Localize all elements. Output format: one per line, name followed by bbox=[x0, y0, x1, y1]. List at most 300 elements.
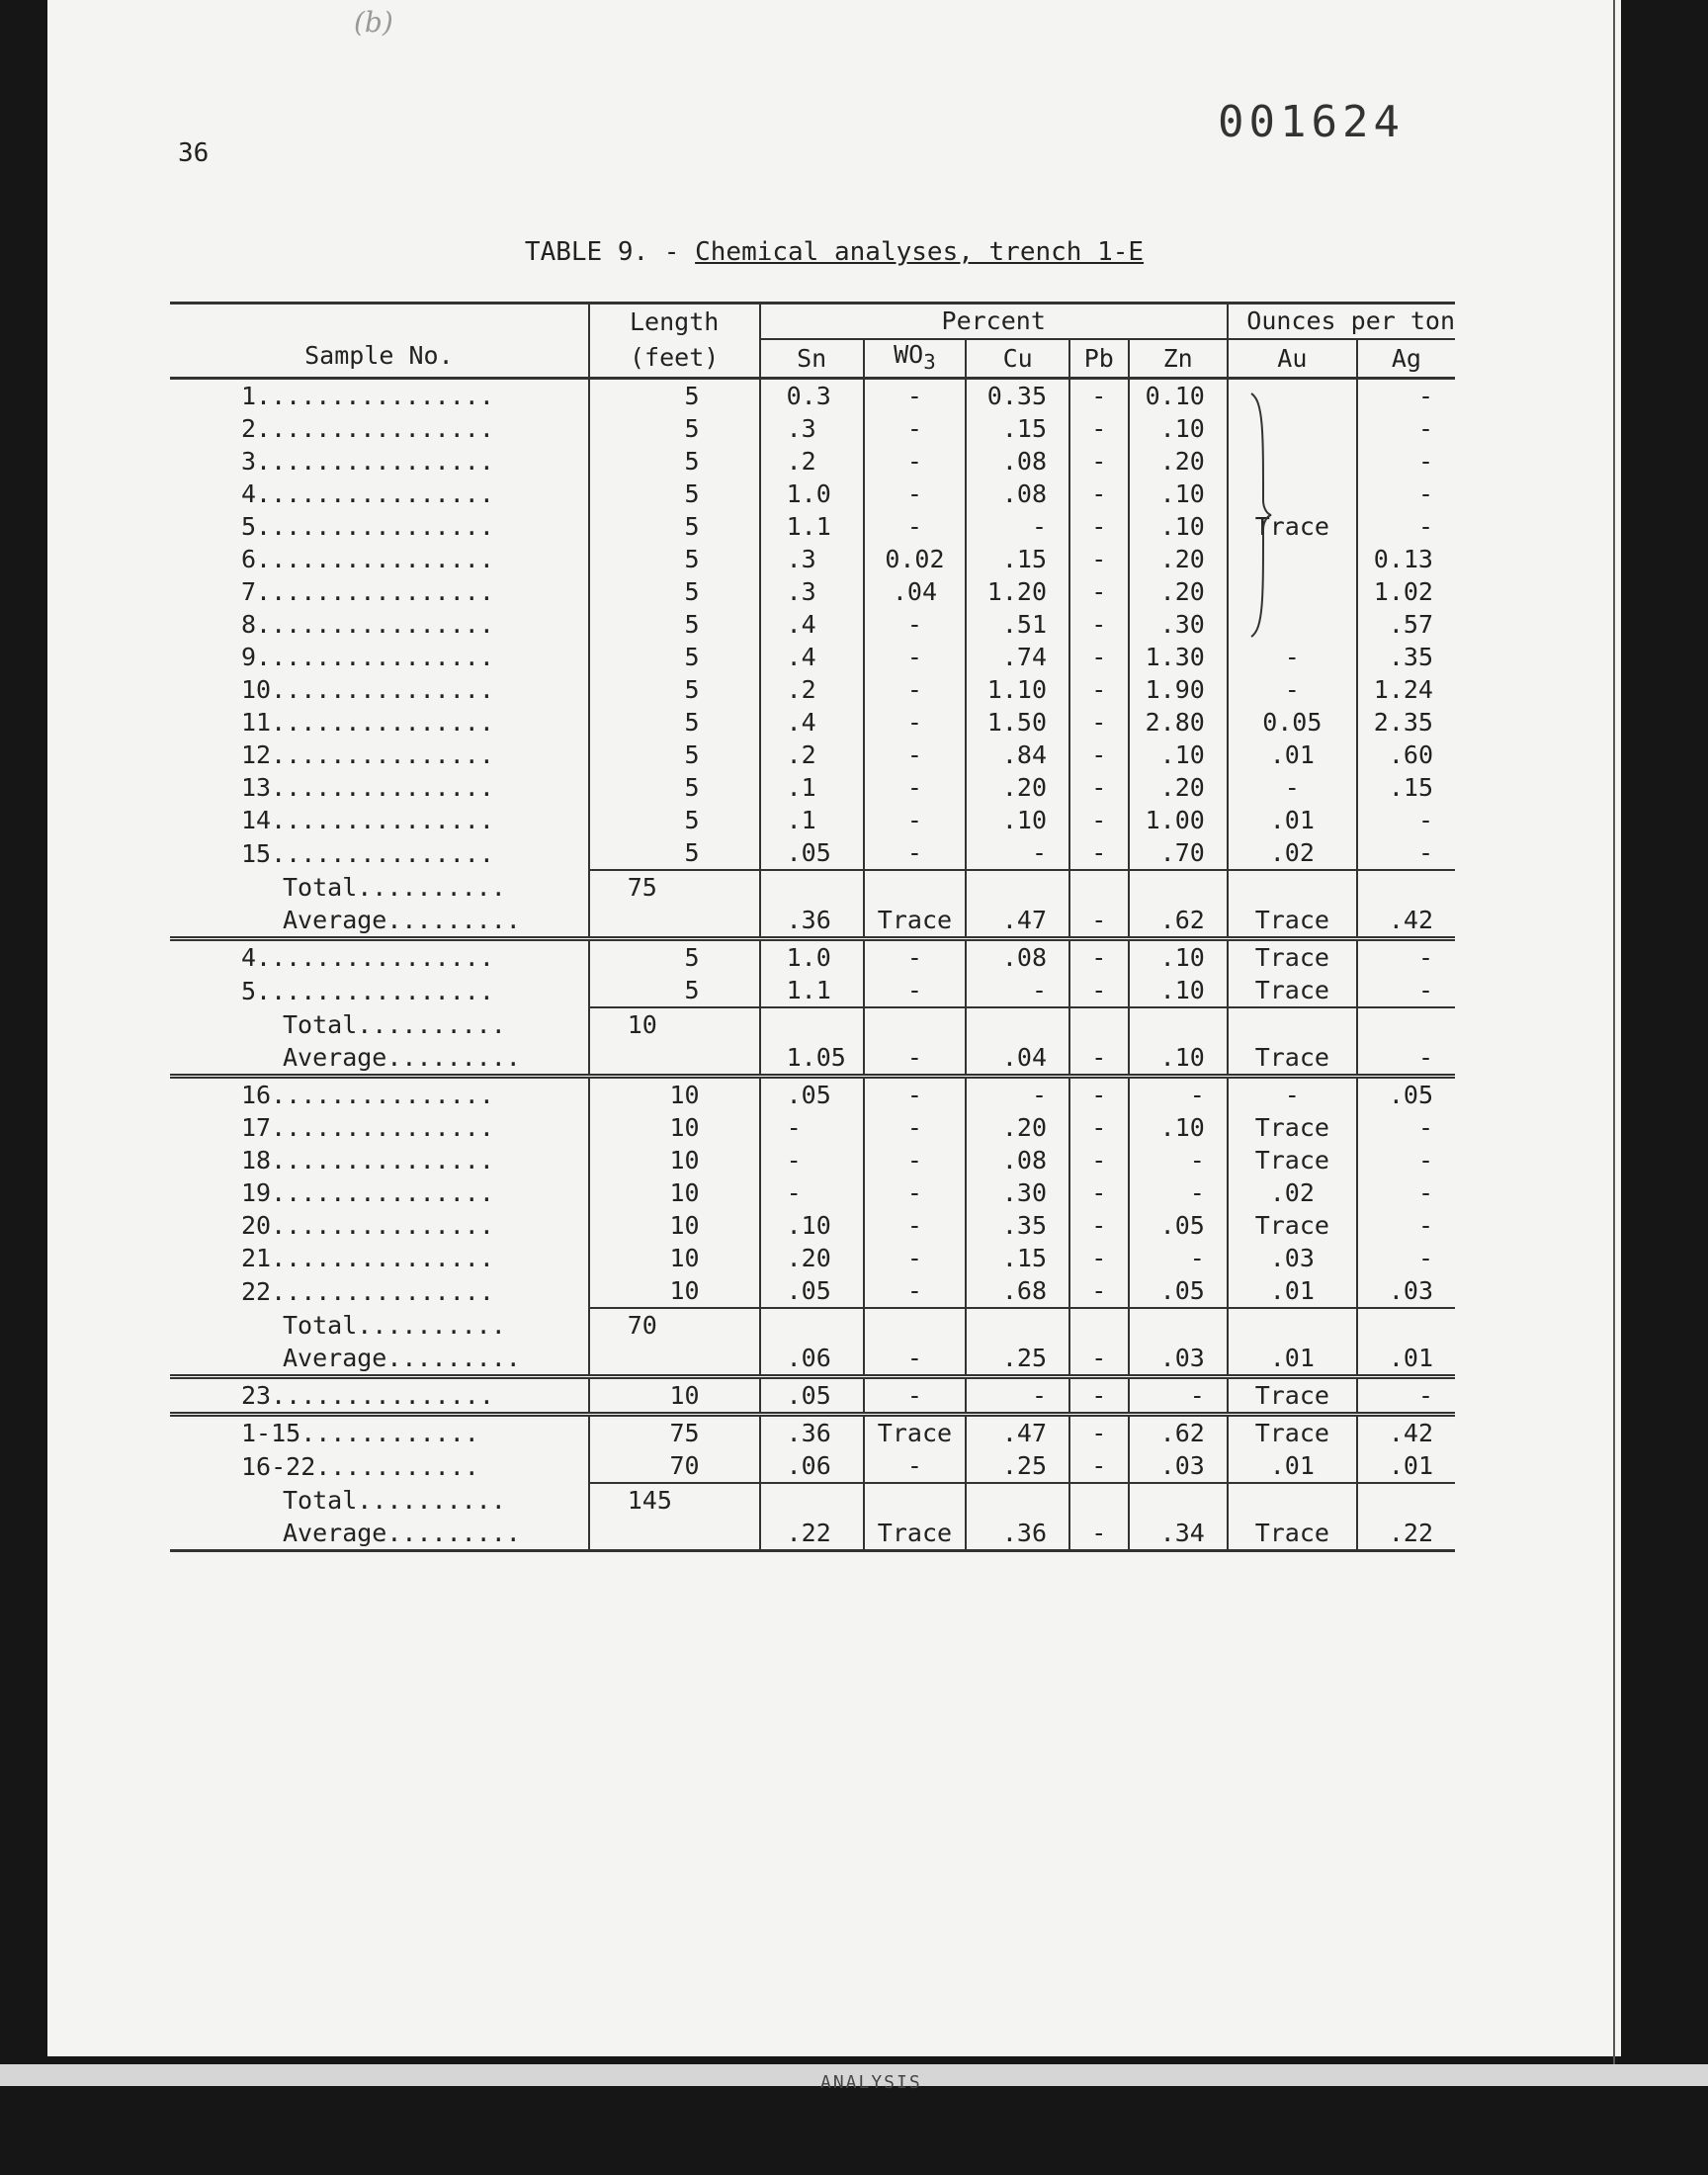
average-row bbox=[170, 1342, 1455, 1377]
cell-au: .01 bbox=[1228, 739, 1357, 771]
cell-zn: - bbox=[1129, 1077, 1228, 1112]
cell-wo3: - bbox=[864, 804, 967, 836]
cell-au: Trace bbox=[1228, 1377, 1357, 1415]
average-zn: .03 bbox=[1129, 1342, 1228, 1377]
average-wo3: - bbox=[864, 1342, 967, 1377]
average-wo3: Trace bbox=[864, 1517, 967, 1551]
cell-cu: .08 bbox=[966, 939, 1069, 975]
cell-ag: - bbox=[1357, 804, 1455, 836]
header-length-unit: (feet) bbox=[589, 339, 760, 379]
cell-sample: 4................ bbox=[241, 479, 494, 508]
cell-ag: - bbox=[1357, 974, 1455, 1007]
header-ounces-per-ton: Ounces per ton bbox=[1228, 304, 1455, 340]
cell-cu: .08 bbox=[966, 445, 1069, 478]
table-row bbox=[170, 1077, 1455, 1112]
header-zn: Zn bbox=[1129, 339, 1228, 379]
average-cu: .36 bbox=[966, 1517, 1069, 1551]
cell-sample: 18............... bbox=[241, 1146, 494, 1174]
cell-ag: .03 bbox=[1357, 1274, 1455, 1308]
average-zn: .62 bbox=[1129, 904, 1228, 939]
cell-pb: - bbox=[1069, 1077, 1129, 1112]
cell-ag: - bbox=[1357, 836, 1455, 870]
total-label: Total.......... bbox=[283, 1485, 506, 1515]
cell-sample: 21............... bbox=[241, 1244, 494, 1272]
cell-au bbox=[1228, 379, 1357, 413]
cell-pb: - bbox=[1069, 1274, 1129, 1308]
cell-ag: - bbox=[1357, 510, 1455, 543]
cell-sn: - bbox=[760, 1111, 864, 1144]
cell-length: 5 bbox=[589, 771, 760, 804]
cell-zn: - bbox=[1129, 1176, 1228, 1209]
cell-wo3: - bbox=[864, 379, 967, 413]
cell-length: 5 bbox=[589, 673, 760, 706]
cell-ag: - bbox=[1357, 478, 1455, 510]
cell-sn: .3 bbox=[760, 543, 864, 575]
cell-pb: - bbox=[1069, 673, 1129, 706]
total-row bbox=[170, 1308, 1455, 1342]
average-label: Average......... bbox=[283, 1344, 521, 1372]
header-percent: Percent bbox=[760, 304, 1228, 340]
table-row bbox=[170, 1209, 1455, 1242]
cell-sample: 1................ bbox=[241, 382, 494, 410]
cell-ag: .57 bbox=[1357, 608, 1455, 641]
cell-au: - bbox=[1228, 771, 1357, 804]
cell-zn: 0.10 bbox=[1129, 379, 1228, 413]
table-row bbox=[170, 1377, 1455, 1415]
header-sn: Sn bbox=[760, 339, 864, 379]
cell-ag: - bbox=[1357, 412, 1455, 445]
cell-wo3: - bbox=[864, 1077, 967, 1112]
cell-zn: .10 bbox=[1129, 510, 1228, 543]
average-au: .01 bbox=[1228, 1342, 1357, 1377]
cell-sn: 0.3 bbox=[760, 379, 864, 413]
cell-wo3: - bbox=[864, 1242, 967, 1274]
cell-zn: - bbox=[1129, 1144, 1228, 1176]
table-row bbox=[170, 641, 1455, 673]
total-row bbox=[170, 870, 1455, 904]
average-au: Trace bbox=[1228, 1041, 1357, 1077]
cell-cu: 1.20 bbox=[966, 575, 1069, 608]
cell-zn: .10 bbox=[1129, 1111, 1228, 1144]
cell-sample: 8................ bbox=[241, 610, 494, 639]
cell-sn: .2 bbox=[760, 739, 864, 771]
cell-sn: .2 bbox=[760, 673, 864, 706]
scan-edge-line bbox=[1613, 0, 1615, 2066]
cell-au bbox=[1228, 478, 1357, 510]
average-ag: .22 bbox=[1357, 1517, 1455, 1551]
cell-au bbox=[1228, 445, 1357, 478]
total-label: Total.......... bbox=[283, 1009, 506, 1039]
cell-wo3: - bbox=[864, 1144, 967, 1176]
summary-row bbox=[170, 1415, 1455, 1450]
cell-au: .01 bbox=[1228, 804, 1357, 836]
cell-length: 5 bbox=[589, 445, 760, 478]
cell-au: Trace bbox=[1228, 1111, 1357, 1144]
average-cu: .04 bbox=[966, 1041, 1069, 1077]
cell-au-bracketed-trace: Trace bbox=[1228, 510, 1357, 543]
cell-length: 5 bbox=[589, 510, 760, 543]
cell-cu: - bbox=[966, 836, 1069, 870]
cell-sn: .4 bbox=[760, 608, 864, 641]
cell-au: - bbox=[1228, 673, 1357, 706]
cell-ag: 2.35 bbox=[1357, 706, 1455, 739]
cell-ag: .60 bbox=[1357, 739, 1455, 771]
average-cu: .25 bbox=[966, 1342, 1069, 1377]
cell-length: 5 bbox=[589, 939, 760, 975]
header-length-line1: Length bbox=[630, 306, 720, 336]
cell-sample: 14............... bbox=[241, 806, 494, 834]
cell-pb: - bbox=[1069, 543, 1129, 575]
caption-prefix: TABLE 9. - bbox=[524, 237, 696, 267]
cell-sample: 7................ bbox=[241, 577, 494, 606]
cell-cu: .84 bbox=[966, 739, 1069, 771]
cell-pb: - bbox=[1069, 1111, 1129, 1144]
cell-pb: - bbox=[1069, 1209, 1129, 1242]
cell-zn: 2.80 bbox=[1129, 706, 1228, 739]
cell-sample: 6................ bbox=[241, 545, 494, 573]
total-label: Total.......... bbox=[283, 1310, 506, 1340]
cell-sample: 23............... bbox=[170, 1377, 589, 1415]
cell-sn: .05 bbox=[760, 1077, 864, 1112]
cell-length: 10 bbox=[589, 1242, 760, 1274]
cell-wo3: - bbox=[864, 939, 967, 975]
cell-sample: 2................ bbox=[241, 414, 494, 443]
total-length: 75 bbox=[589, 870, 760, 904]
cell-zn: .05 bbox=[1129, 1274, 1228, 1308]
cell-length: 5 bbox=[589, 804, 760, 836]
cell-wo3: - bbox=[864, 1449, 967, 1483]
cell-ag: - bbox=[1357, 445, 1455, 478]
cell-cu: 1.10 bbox=[966, 673, 1069, 706]
total-length: 70 bbox=[589, 1308, 760, 1342]
cell-sample: 11............... bbox=[241, 708, 494, 737]
cell-sn: .4 bbox=[760, 706, 864, 739]
cell-cu: .25 bbox=[966, 1449, 1069, 1483]
cell-sn: .05 bbox=[760, 1377, 864, 1415]
cell-sn: .3 bbox=[760, 575, 864, 608]
cell-sample: 15............... bbox=[241, 838, 494, 868]
cell-au: Trace bbox=[1228, 939, 1357, 975]
average-row bbox=[170, 1517, 1455, 1551]
average-ag: .42 bbox=[1357, 904, 1455, 939]
cell-pb: - bbox=[1069, 804, 1129, 836]
cell-sn: .10 bbox=[760, 1209, 864, 1242]
cell-sample: 5................ bbox=[241, 512, 494, 541]
cell-au: .02 bbox=[1228, 836, 1357, 870]
cell-pb: - bbox=[1069, 510, 1129, 543]
cell-pb: - bbox=[1069, 1415, 1129, 1450]
cell-sn: .1 bbox=[760, 804, 864, 836]
total-length: 10 bbox=[589, 1007, 760, 1041]
cell-wo3: - bbox=[864, 1377, 967, 1415]
cell-sn: - bbox=[760, 1176, 864, 1209]
cell-sample: 19............... bbox=[241, 1178, 494, 1207]
cell-ag: .01 bbox=[1357, 1449, 1455, 1483]
cell-length: 10 bbox=[589, 1209, 760, 1242]
cell-zn: .10 bbox=[1129, 412, 1228, 445]
scan-strip-text: ANALYSIS bbox=[820, 2072, 922, 2093]
summary-row bbox=[170, 1449, 1455, 1483]
cell-wo3: - bbox=[864, 771, 967, 804]
cell-cu: - bbox=[966, 974, 1069, 1007]
cell-ag: - bbox=[1357, 939, 1455, 975]
cell-wo3: - bbox=[864, 673, 967, 706]
total-length: 145 bbox=[589, 1483, 760, 1517]
cell-au bbox=[1228, 608, 1357, 641]
cell-zn: 1.90 bbox=[1129, 673, 1228, 706]
cell-sample: 4................ bbox=[170, 939, 589, 975]
cell-length: 5 bbox=[589, 412, 760, 445]
cell-zn: - bbox=[1129, 1242, 1228, 1274]
cell-zn: .10 bbox=[1129, 739, 1228, 771]
table-row bbox=[170, 939, 1455, 975]
cell-ag: 1.02 bbox=[1357, 575, 1455, 608]
cell-sample: 12............... bbox=[241, 740, 494, 769]
cell-cu: - bbox=[966, 1377, 1069, 1415]
cell-sn: 1.1 bbox=[760, 510, 864, 543]
cell-cu: .10 bbox=[966, 804, 1069, 836]
cell-cu: .15 bbox=[966, 543, 1069, 575]
cell-cu: 0.35 bbox=[966, 379, 1069, 413]
cell-wo3: - bbox=[864, 1209, 967, 1242]
cell-ag: - bbox=[1357, 1209, 1455, 1242]
header-sample-no: Sample No. bbox=[170, 304, 589, 379]
cell-sample: 16-22........... bbox=[241, 1451, 479, 1481]
header-length bbox=[589, 304, 760, 340]
cell-pb: - bbox=[1069, 739, 1129, 771]
cell-wo3: - bbox=[864, 641, 967, 673]
cell-cu: - bbox=[966, 1077, 1069, 1112]
cell-pb: - bbox=[1069, 836, 1129, 870]
total-label: Total.......... bbox=[283, 872, 506, 902]
cell-sample: 1-15............ bbox=[170, 1415, 589, 1450]
cell-wo3: - bbox=[864, 706, 967, 739]
cell-length: 75 bbox=[589, 1415, 760, 1450]
header-wo3 bbox=[864, 339, 967, 379]
average-cu: .47 bbox=[966, 904, 1069, 939]
cell-ag: - bbox=[1357, 1377, 1455, 1415]
cell-wo3: - bbox=[864, 974, 967, 1007]
cell-pb: - bbox=[1069, 1144, 1129, 1176]
cell-length: 5 bbox=[589, 739, 760, 771]
header-au: Au bbox=[1228, 339, 1357, 379]
cell-zn: 1.30 bbox=[1129, 641, 1228, 673]
cell-au bbox=[1228, 412, 1357, 445]
handwritten-scribble: (b) bbox=[354, 6, 393, 39]
cell-au: .03 bbox=[1228, 1242, 1357, 1274]
cell-cu: .15 bbox=[966, 1242, 1069, 1274]
table-row bbox=[170, 739, 1455, 771]
cell-wo3: - bbox=[864, 608, 967, 641]
cell-pb: - bbox=[1069, 379, 1129, 413]
total-row bbox=[170, 1007, 1455, 1041]
header-row-1 bbox=[170, 304, 1455, 340]
average-ag: - bbox=[1357, 1041, 1455, 1077]
cell-length: 5 bbox=[589, 706, 760, 739]
cell-ag: - bbox=[1357, 1111, 1455, 1144]
cell-sample: 9................ bbox=[241, 643, 494, 671]
cell-zn: .20 bbox=[1129, 543, 1228, 575]
cell-length: 10 bbox=[589, 1176, 760, 1209]
cell-au: .01 bbox=[1228, 1274, 1357, 1308]
table-row bbox=[170, 804, 1455, 836]
cell-ag: 1.24 bbox=[1357, 673, 1455, 706]
document-stamp-number: 001624 bbox=[1218, 97, 1405, 147]
cell-cu: .30 bbox=[966, 1176, 1069, 1209]
cell-length: 5 bbox=[589, 543, 760, 575]
cell-pb: - bbox=[1069, 1242, 1129, 1274]
cell-pb: - bbox=[1069, 412, 1129, 445]
cell-length: 5 bbox=[589, 641, 760, 673]
cell-cu: .20 bbox=[966, 1111, 1069, 1144]
cell-ag: .35 bbox=[1357, 641, 1455, 673]
cell-cu: .15 bbox=[966, 412, 1069, 445]
cell-cu: .08 bbox=[966, 478, 1069, 510]
cell-au: Trace bbox=[1228, 1209, 1357, 1242]
average-row bbox=[170, 904, 1455, 939]
cell-zn: 1.00 bbox=[1129, 804, 1228, 836]
document-page bbox=[47, 0, 1621, 2056]
cell-ag: - bbox=[1357, 1242, 1455, 1274]
cell-cu: - bbox=[966, 510, 1069, 543]
cell-zn: .30 bbox=[1129, 608, 1228, 641]
cell-cu: .20 bbox=[966, 771, 1069, 804]
total-row bbox=[170, 1483, 1455, 1517]
cell-zn: .10 bbox=[1129, 478, 1228, 510]
cell-ag: .15 bbox=[1357, 771, 1455, 804]
cell-pb: - bbox=[1069, 575, 1129, 608]
cell-pb: - bbox=[1069, 1449, 1129, 1483]
cell-cu: .74 bbox=[966, 641, 1069, 673]
cell-length: 5 bbox=[589, 974, 760, 1007]
cell-ag: - bbox=[1357, 1176, 1455, 1209]
cell-au: .01 bbox=[1228, 1449, 1357, 1483]
average-au: Trace bbox=[1228, 1517, 1357, 1551]
table-row bbox=[170, 706, 1455, 739]
cell-pb: - bbox=[1069, 478, 1129, 510]
cell-sn: .1 bbox=[760, 771, 864, 804]
cell-cu: .35 bbox=[966, 1209, 1069, 1242]
cell-pb: - bbox=[1069, 706, 1129, 739]
cell-sample: 17............... bbox=[241, 1113, 494, 1142]
cell-au: Trace bbox=[1228, 1415, 1357, 1450]
cell-wo3: - bbox=[864, 478, 967, 510]
average-wo3: - bbox=[864, 1041, 967, 1077]
cell-wo3: - bbox=[864, 836, 967, 870]
cell-au bbox=[1228, 575, 1357, 608]
cell-au bbox=[1228, 543, 1357, 575]
cell-sn: .4 bbox=[760, 641, 864, 673]
cell-length: 5 bbox=[589, 608, 760, 641]
table-row bbox=[170, 1111, 1455, 1144]
table-row bbox=[170, 1274, 1455, 1308]
average-zn: .34 bbox=[1129, 1517, 1228, 1551]
average-sn: .36 bbox=[760, 904, 864, 939]
cell-sample: 20............... bbox=[241, 1211, 494, 1240]
cell-ag: - bbox=[1357, 379, 1455, 413]
cell-ag: .42 bbox=[1357, 1415, 1455, 1450]
cell-sample: 16............... bbox=[170, 1077, 589, 1112]
cell-zn: .10 bbox=[1129, 974, 1228, 1007]
cell-sample: 13............... bbox=[241, 773, 494, 802]
cell-cu: 1.50 bbox=[966, 706, 1069, 739]
cell-au: Trace bbox=[1228, 974, 1357, 1007]
cell-au: Trace bbox=[1228, 1144, 1357, 1176]
cell-zn: .20 bbox=[1129, 445, 1228, 478]
table-row bbox=[170, 836, 1455, 870]
cell-pb: - bbox=[1069, 608, 1129, 641]
cell-wo3: .04 bbox=[864, 575, 967, 608]
cell-sn: .05 bbox=[760, 1274, 864, 1308]
cell-length: 10 bbox=[589, 1111, 760, 1144]
cell-pb: - bbox=[1069, 771, 1129, 804]
cell-pb: - bbox=[1069, 641, 1129, 673]
table-row bbox=[170, 673, 1455, 706]
average-sn: .06 bbox=[760, 1342, 864, 1377]
cell-cu: .68 bbox=[966, 1274, 1069, 1308]
cell-length: 10 bbox=[589, 1144, 760, 1176]
cell-au: - bbox=[1228, 641, 1357, 673]
header-ag: Ag bbox=[1357, 339, 1455, 379]
cell-length: 10 bbox=[589, 1077, 760, 1112]
cell-au: - bbox=[1228, 1077, 1357, 1112]
table-row bbox=[170, 1176, 1455, 1209]
cell-zn: .10 bbox=[1129, 939, 1228, 975]
cell-ag: - bbox=[1357, 1144, 1455, 1176]
average-wo3: Trace bbox=[864, 904, 967, 939]
cell-pb: - bbox=[1069, 939, 1129, 975]
cell-length: 5 bbox=[589, 478, 760, 510]
cell-sample: 3................ bbox=[241, 447, 494, 476]
cell-pb: - bbox=[1069, 1176, 1129, 1209]
page-number: 36 bbox=[178, 138, 210, 168]
table-row bbox=[170, 974, 1455, 1007]
cell-wo3: - bbox=[864, 1176, 967, 1209]
cell-wo3: - bbox=[864, 412, 967, 445]
header-cu: Cu bbox=[966, 339, 1069, 379]
cell-wo3: - bbox=[864, 510, 967, 543]
cell-sn: .36 bbox=[760, 1415, 864, 1450]
cell-ag: 0.13 bbox=[1357, 543, 1455, 575]
cell-wo3: Trace bbox=[864, 1415, 967, 1450]
average-row bbox=[170, 1041, 1455, 1077]
cell-sn: .3 bbox=[760, 412, 864, 445]
header-pb: Pb bbox=[1069, 339, 1129, 379]
cell-length: 5 bbox=[589, 379, 760, 413]
cell-pb: - bbox=[1069, 1377, 1129, 1415]
cell-pb: - bbox=[1069, 445, 1129, 478]
header-wo3-base: WO bbox=[894, 340, 924, 369]
average-label: Average......... bbox=[283, 906, 521, 934]
average-sn: .22 bbox=[760, 1517, 864, 1551]
cell-zn: .70 bbox=[1129, 836, 1228, 870]
cell-zn: .03 bbox=[1129, 1449, 1228, 1483]
cell-sn: .20 bbox=[760, 1242, 864, 1274]
table-row bbox=[170, 1144, 1455, 1176]
table-row bbox=[170, 771, 1455, 804]
cell-pb: - bbox=[1069, 974, 1129, 1007]
average-zn: .10 bbox=[1129, 1041, 1228, 1077]
average-sn: 1.05 bbox=[760, 1041, 864, 1077]
average-pb: - bbox=[1069, 1041, 1129, 1077]
average-pb: - bbox=[1069, 1517, 1129, 1551]
average-ag: .01 bbox=[1357, 1342, 1455, 1377]
cell-cu: .08 bbox=[966, 1144, 1069, 1176]
average-au: Trace bbox=[1228, 904, 1357, 939]
average-pb: - bbox=[1069, 904, 1129, 939]
cell-sn: 1.0 bbox=[760, 939, 864, 975]
table-row bbox=[170, 1242, 1455, 1274]
